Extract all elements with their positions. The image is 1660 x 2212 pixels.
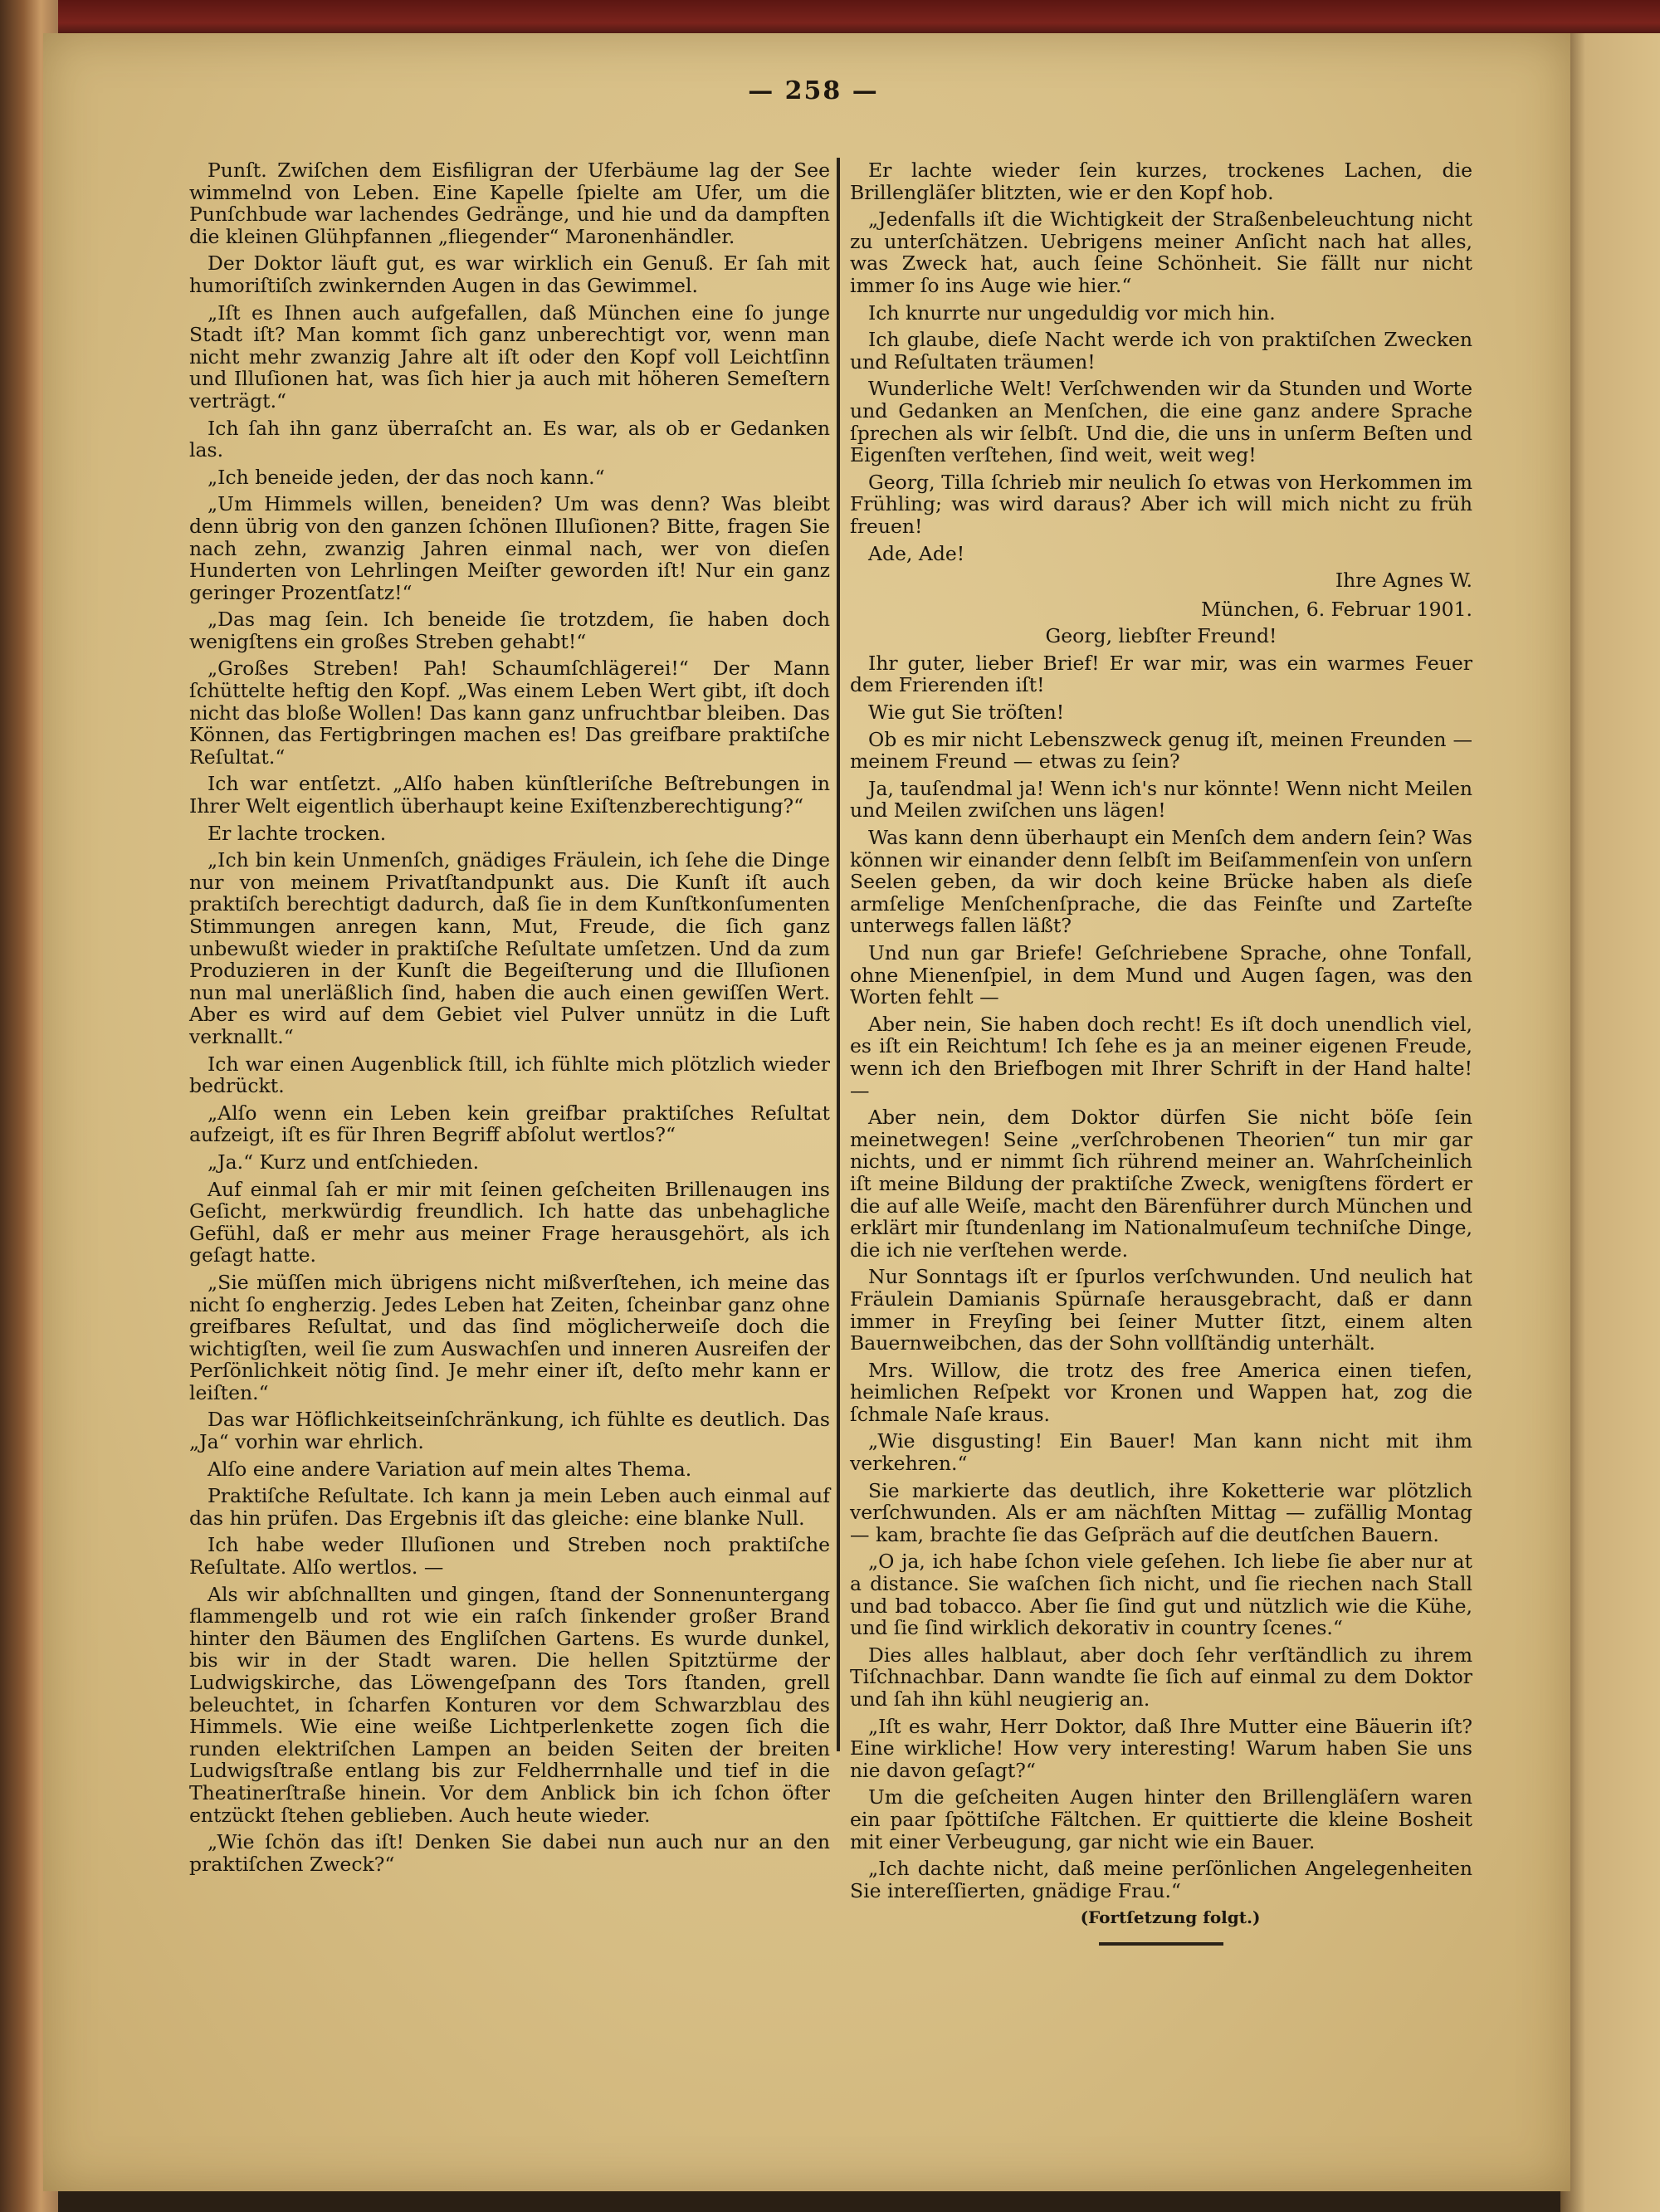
letter-paragraph: Um die geſcheiten Augen hinter den Brillengläſern waren ein paar ſpöttiſche Fältchen. Er quittierte die kleine Bosheit mit einer Verbeugung, gar nicht wie ein Bauer.	[850, 1785, 1472, 1853]
signature: Ihre Agnes W.	[1335, 569, 1472, 593]
left-paragraph: Der Doktor läuft gut, es war wirklich ein Genuß. Er ſah mit humoriſtiſch zwinkernden Augen in das Gewimmel.	[189, 251, 830, 297]
left-paragraph: „Das mag ſein. Ich beneide ſie trotzdem, ſie haben doch wenigſtens ein großes Streben gehabt!“	[189, 608, 830, 653]
left-paragraph: „Ja.“ Kurz und entſchieden.	[208, 1150, 480, 1174]
letter-paragraph: „Wie disgusting! Ein Bauer! Man kann nicht mit ihm verkehren.“	[850, 1429, 1472, 1476]
letter-paragraph: Ja, tauſendmal ja! Wenn ich's nur könnte! Wenn nicht Meilen und Meilen zwiſchen uns lägen!	[850, 776, 1472, 823]
page-number: — 258 —	[748, 76, 879, 105]
left-paragraph: „Ich beneide jeden, der das noch kann.“	[208, 465, 605, 489]
left-paragraph: Als wir abſchnallten und gingen, ſtand der Sonnenuntergang flammengelb und rot wie ein raſch ſinkender großer Brand hinter den Bäumen des Engliſchen Gartens. Es wurde dunkel, bis wir in der Stadt waren. Die hellen Spitztürme der Ludwigskirche, das Löwengeſpann des Tors ſtanden, grell beleuchtet, in ſcharfen Konturen vor dem Schwarzblau des Himmels. Wie eine weiße Lichtperlenkette zogen ſich die runden elektriſchen Lampen an beiden Seiten der breiten Ludwigsſtraße entlang bis zur Feldherrnhalle und tief in die Theatinerſtraße hinein. Vor dem Anblick bin ich ſchon öfter entzückt ſtehen geblieben. Auch heute wieder.	[189, 1582, 830, 1827]
left-paragraph: Alſo eine andere Variation auf mein altes Thema.	[208, 1457, 692, 1481]
left-paragraph: „Großes Streben! Pah! Schaumſchlägerei!“ Der Mann ſchüttelte heftig den Kopf. „Was einem Leben Wert gibt, iſt doch nicht das bloße Wollen! Das kann ganz unfruchtbar bleiben. Das Können, das Fertigbringen machen es! Das greifbare praktiſche Reſultat.“	[189, 657, 830, 769]
left-paragraph: Punſt. Zwiſchen dem Eisfiligran der Uferbäume lag der See wimmelnd von Leben. Eine Kapelle ſpielte am Ufer, um die Punſchbude war lachendes Gedränge, und hie und da dampften die kleinen Glühpfannen „fliegender“ Maronenhändler.	[189, 159, 830, 248]
left-paragraph: „Wie ſchön das iſt! Denken Sie dabei nun auch nur an den praktiſchen Zweck?“	[189, 1830, 830, 1876]
left-paragraph: Das war Höflichkeitseinſchränkung, ich fühlte es deutlich. Das „Ja“ vorhin war ehrlich.	[189, 1408, 830, 1454]
right-paragraph: Georg, Tilla ſchrieb mir neulich ſo etwas von Herkommen im Frühling; was wird daraus? Aber ich will mich nicht zu früh freuen!	[850, 470, 1472, 538]
left-paragraph: „Sie müſſen mich übrigens nicht mißverſtehen, ich meine das nicht ſo engherzig. Jedes Leben hat Zeiten, ſcheinbar ganz ohne greifbares Reſultat, und das ſind möglicherweiſe doch die wichtigſten, weil ſie zum Auswachſen und inneren Ausreifen der Perſönlichkeit nötig ſind. Je mehr einer iſt, deſto mehr kann er leiſten.“	[189, 1270, 830, 1404]
left-paragraph: Er lachte trocken.	[208, 821, 387, 845]
right-paragraph: „Jedenfalls iſt die Wichtigkeit der Straßenbeleuchtung nicht zu unterſchätzen. Uebrigens meiner Anſicht nach hat alles, was Zweck hat, auch ſeine Schönheit. Sie fällt nur nicht immer ſo ins Auge wie hier.“	[850, 208, 1472, 297]
left-paragraph: Ich habe weder Illuſionen und Streben noch praktiſche Reſultate. Alſo wertlos. —	[189, 1533, 830, 1580]
dateline: München, 6. Februar 1901.	[1201, 597, 1472, 621]
salutation: Georg, liebſter Freund!	[1045, 624, 1277, 648]
letter-paragraph: Und nun gar Briefe! Geſchriebene Sprache, ohne Tonfall, ohne Mienenſpiel, in dem Mund und Augen ſagen, was den Worten fehlt —	[850, 941, 1472, 1009]
letter-paragraph: „Ich dachte nicht, daß meine perſönlichen Angelegenheiten Sie intereſſierten, gnädige Frau.“	[850, 1857, 1472, 1902]
end-rule	[1099, 1942, 1223, 1946]
continuation-note: (Fortſetzung folgt.)	[1080, 1907, 1261, 1928]
right-paragraph: Ich glaube, dieſe Nacht werde ich von praktiſchen Zwecken und Reſultaten träumen!	[850, 328, 1472, 374]
left-paragraph: Auf einmal ſah er mir mit ſeinen geſcheiten Brillenaugen ins Geſicht, merkwürdig freundlich. Ich hatte das unbehagliche Gefühl, daß er mehr aus meiner Frage herausgehört, als ich geſagt hatte.	[189, 1177, 830, 1267]
left-paragraph: Praktiſche Reſultate. Ich kann ja mein Leben auch einmal auf das hin prüfen. Das Ergebnis iſt das gleiche: eine blanke Null.	[189, 1484, 830, 1530]
letter-paragraph: Nur Sonntags iſt er ſpurlos verſchwunden. Und neulich hat Fräulein Damianis Spürnaſe herausgebracht, daß er dann immer in Freyſing bei ſeiner Mutter ſitzt, einem alten Bauernweibchen, das der Sohn vollſtändig unterhält.	[850, 1265, 1472, 1355]
left-paragraph: Ich war einen Augenblick ſtill, ich fühlte mich plötzlich wieder bedrückt.	[189, 1052, 830, 1098]
left-paragraph: „Um Himmels willen, beneiden? Um was denn? Was bleibt denn übrig von den ganzen ſchönen Illuſionen? Bitte, fragen Sie nach zehn, zwanzig Jahren einmal nach, wer von dieſen Hunderten von Lehrlingen Meiſter geworden iſt! Nur ein ganz geringer Prozentſatz!“	[189, 492, 830, 604]
letter-paragraph: Mrs. Willow, die trotz des free America einen tiefen, heimlichen Reſpekt vor Kronen und Wappen hat, zog die ſchmale Naſe kraus.	[850, 1358, 1472, 1426]
letter-paragraph: „O ja, ich habe ſchon viele geſehen. Ich liebe ſie aber nur at a distance. Sie waſchen ſich nicht, und ſie riechen nach Stall und bad tobacco. Aber ſie ſind gut und nützlich wie die Kühe, und ſie ſind wirklich dekorativ in country ſcenes.“	[850, 1550, 1472, 1640]
right-paragraph: Ade, Ade!	[868, 541, 965, 565]
right-paragraph: Er lachte wieder ſein kurzes, trockenes Lachen, die Brillengläſer blitzten, wie er den Kopf hob.	[850, 159, 1472, 204]
letter-paragraph: Ob es mir nicht Lebenszweck genug iſt, meinen Freunden — meinem Freund — etwas zu ſein?	[850, 727, 1472, 774]
letter-paragraph: Ihr guter, lieber Brief! Er war mir, was ein warmes Feuer dem Frierenden iſt!	[850, 651, 1472, 697]
letter-paragraph: Was kann denn überhaupt ein Menſch dem andern ſein? Was können wir einander denn ſelbſt im Beiſammenſein von unſern Seelen geben, da wir doch keine Brücke haben als dieſe armſelige Menſchenſprache, die das Feinſte und Zarteſte unterwegs fallen läßt?	[850, 826, 1472, 938]
right-column	[850, 159, 1472, 1946]
left-paragraph: „Alſo wenn ein Leben kein greifbar praktiſches Reſultat aufzeigt, iſt es für Ihren Begriff abſolut wertlos?“	[189, 1101, 830, 1147]
left-paragraph: „Ich bin kein Unmenſch, gnädiges Fräulein, ich ſehe die Dinge nur von meinem Privatſtandpunkt aus. Die Kunſt iſt auch praktiſch berechtigt dadurch, daß ſie in dem Kunſtkonſumenten Stimmungen anregen kann, Mut, Freude, die ſich ganz unbewußt wieder in praktiſche Reſultate umſetzen. Und da zum Produzieren in der Kunſt die Begeiſterung und die Illuſionen nun mal unerläßlich ſind, haben die auch einen gewiſſen Wert. Aber es wird auf dem Gebiet viel Pulver unnütz in die Luft verknallt.“	[189, 848, 830, 1048]
letter-paragraph: Aber nein, Sie haben doch recht! Es iſt doch unendlich viel, es iſt ein Reichtum! Ich ſehe es ja an meiner eigenen Freude, wenn ich den Briefbogen mit Ihrer Schrift in der Hand halte! —	[850, 1012, 1472, 1102]
letter-paragraph: Aber nein, dem Doktor dürfen Sie nicht böſe ſein meinetwegen! Seine „verſchrobenen Theorien“ tun mir gar nichts, und er nimmt ſich rührend meiner an. Wahrſcheinlich iſt meine Bildung der praktiſche Zweck, wenigſtens fördert er die auf alle Weiſe, macht den Bärenführer durch München und erklärt mir ſtundenlang im Nationalmuſeum techniſche Dinge, die ich nie verſtehen werde.	[850, 1106, 1472, 1262]
adjacent-page-edge	[1560, 33, 1660, 2212]
right-paragraph: Ich knurrte nur ungeduldig vor mich hin.	[868, 300, 1276, 325]
right-paragraph: Wunderliche Welt! Verſchwenden wir da Stunden und Worte und Gedanken an Menſchen, die eine ganz andere Sprache ſprechen als wir ſelbſt. Und die, die uns in unſerm Beſten und Eigenſten verſtehen, ſind weit, weit weg!	[850, 377, 1472, 467]
left-paragraph: Ich war entſetzt. „Alſo haben künſtleriſche Beſtrebungen in Ihrer Welt eigentlich überhaupt keine Exiſtenzberechtigung?“	[189, 772, 830, 818]
left-paragraph: Ich ſah ihn ganz überraſcht an. Es war, als ob er Gedanken las.	[189, 416, 830, 462]
letter-paragraph: Dies alles halblaut, aber doch ſehr verſtändlich zu ihrem Tiſchnachbar. Dann wandte ſie ſich auf einmal zu dem Doktor und ſah ihn kühl neugierig an.	[850, 1643, 1472, 1711]
letter-paragraph: Wie gut Sie tröſten!	[868, 701, 1065, 725]
letter-paragraph: „Iſt es wahr, Herr Doktor, daß Ihre Mutter eine Bäuerin iſt? Eine wirkliche! How very interesting! Warum haben Sie uns nie davon geſagt?“	[850, 1714, 1472, 1782]
left-paragraph: „Iſt es Ihnen auch aufgefallen, daß München eine ſo junge Stadt iſt? Man kommt ſich ganz unberechtigt vor, wenn man nicht mehr zwanzig Jahre alt iſt oder den Kopf voll Leichtſinn und Illuſionen hat, was ſich hier ja auch mit höheren Semeſtern verträgt.“	[189, 300, 830, 413]
column-divider	[837, 158, 840, 1751]
left-column	[189, 159, 830, 1880]
letter-paragraph: Sie markierte das deutlich, ihre Koketterie war plötzlich verſchwunden. Als er am nächſten Mittag — zufällig Montag — kam, brachte ſie das Geſpräch auf die deutſchen Bauern.	[850, 1478, 1472, 1546]
